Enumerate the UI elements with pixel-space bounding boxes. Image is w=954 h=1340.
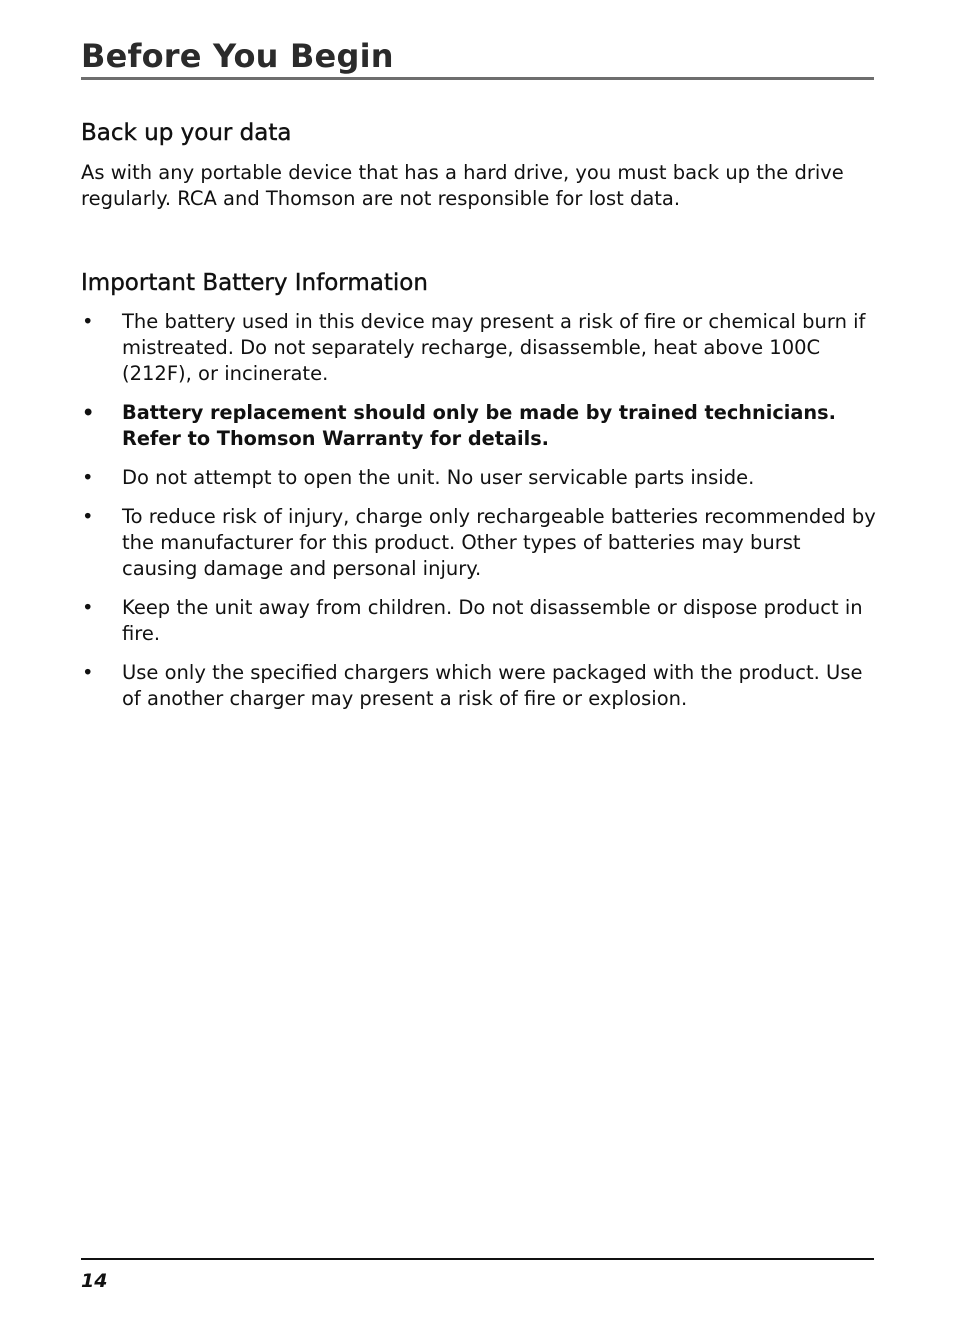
section-heading-battery: Important Battery Information: [81, 270, 428, 296]
list-item: [81, 660, 881, 712]
bullet-icon: •: [82, 466, 94, 489]
bullet-icon: •: [82, 310, 94, 333]
page-title: Before You Begin: [81, 37, 394, 75]
section-heading-backup: Back up your data: [81, 120, 292, 146]
list-item: [81, 595, 881, 647]
list-item: [81, 309, 881, 387]
list-item: [81, 400, 881, 452]
list-item-text: Use only the specified chargers which were packaged with the product. Use of another charger may present a risk of fire or explosion.: [122, 661, 863, 710]
page-number: 14: [81, 1270, 108, 1292]
bullet-icon: •: [82, 661, 94, 684]
list-item: [81, 465, 881, 491]
bullet-icon: •: [82, 401, 95, 424]
title-divider: [81, 77, 874, 80]
backup-paragraph: As with any portable device that has a hard drive, you must back up the drive regularly. RCA and Thomson are not responsible for lost data.: [81, 161, 844, 210]
list-item-text: To reduce risk of injury, charge only rechargeable batteries recommended by the manufacturer for this product. Other types of batteries may burst causing damage and personal injury.: [122, 505, 876, 580]
bullet-icon: •: [82, 596, 94, 619]
list-item-text: Keep the unit away from children. Do not disassemble or dispose product in fire.: [122, 596, 863, 645]
footer-divider: [81, 1258, 874, 1260]
list-item-text: The battery used in this device may present a risk of fire or chemical burn if mistreated. Do not separately recharge, disassemble, heat above 100C (212F), or incinerate.: [122, 310, 866, 385]
list-item: [81, 504, 881, 582]
list-item-text: Do not attempt to open the unit. No user servicable parts inside.: [122, 466, 755, 489]
battery-info-list: [81, 309, 881, 725]
bullet-icon: •: [82, 505, 94, 528]
list-item-text: Battery replacement should only be made by trained technicians. Refer to Thomson Warranty for details.: [122, 401, 836, 450]
